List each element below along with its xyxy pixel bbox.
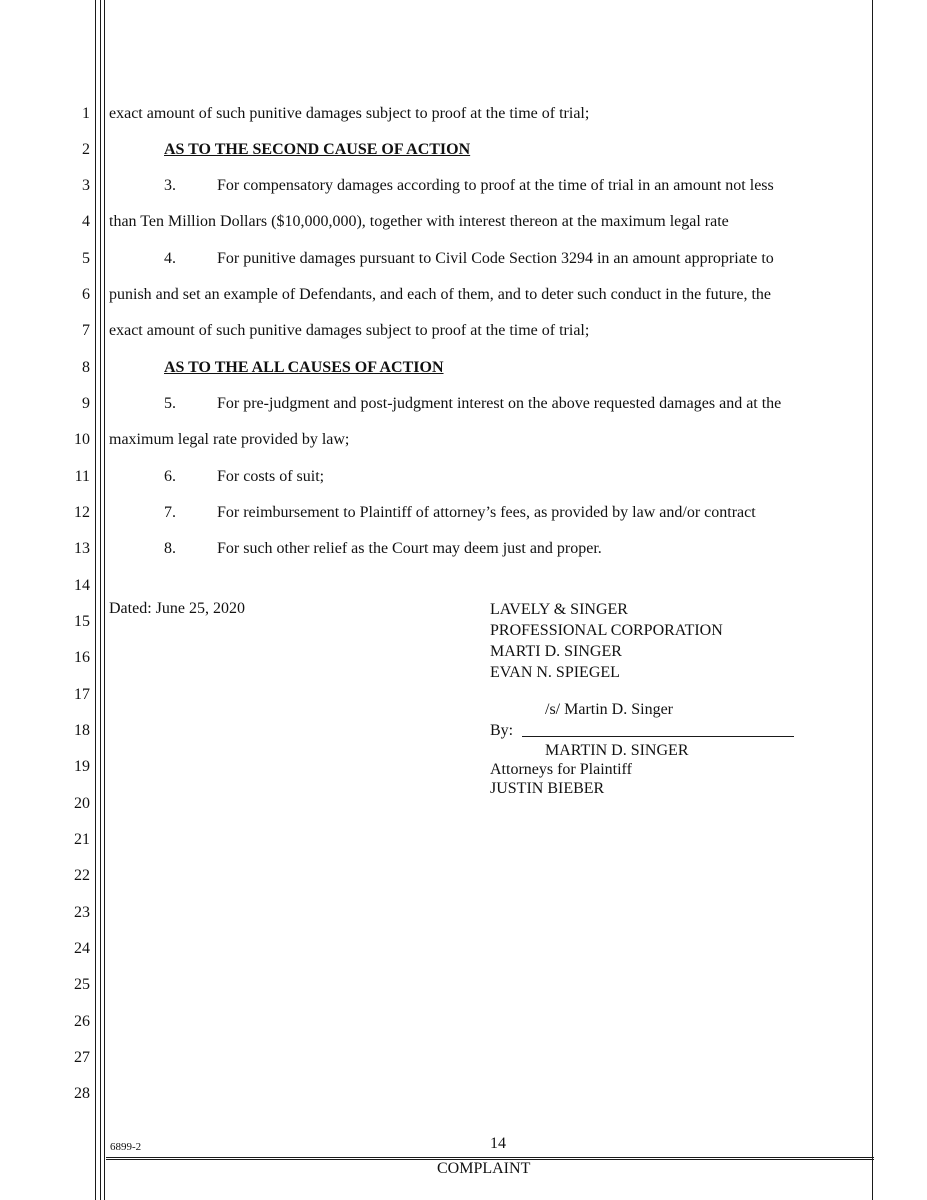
item-number: 5. [164,395,176,412]
line-number: 26 [74,1013,90,1030]
left-margin-line-middle [100,0,101,1200]
line-number: 20 [74,795,90,812]
signer-name: MARTIN D. SINGER [545,742,689,759]
line-number: 9 [82,395,90,412]
firm-name: LAVELY & SINGER [490,601,628,618]
client-name: JUSTIN BIEBER [490,780,605,797]
line-number: 23 [74,904,90,921]
line-number: 3 [82,177,90,194]
dated-line: Dated: June 25, 2020 [109,600,245,617]
left-margin-line-inner [104,0,105,1200]
section-heading: AS TO THE SECOND CAUSE OF ACTION [164,141,471,158]
line-number: 1 [82,105,90,122]
line-number: 18 [74,722,90,739]
line-number: 10 [74,431,90,448]
line-number: 14 [74,577,90,594]
line-number: 13 [74,540,90,557]
line-number: 25 [74,976,90,993]
electronic-signature: /s/ Martin D. Singer [545,701,673,718]
firm-name-line-2: PROFESSIONAL CORPORATION [490,622,723,639]
line-number: 4 [82,213,90,230]
document-id: 6899-2 [110,1141,142,1153]
body-line: punish and set an example of Defendants, and each of them, and to deter such conduct in the future, the [109,286,771,303]
body-line: For such other relief as the Court may deem just and proper. [217,540,602,557]
item-number: 3. [164,177,176,194]
line-number: 27 [74,1049,90,1066]
line-number: 7 [82,322,90,339]
body-line: than Ten Million Dollars ($10,000,000), together with interest thereon at the maximum legal rate [109,213,729,230]
body-line: exact amount of such punitive damages subject to proof at the time of trial; [109,322,590,339]
line-number: 22 [74,867,90,884]
signature-line [522,736,794,737]
section-heading: AS TO THE ALL CAUSES OF ACTION [164,359,444,376]
line-number: 24 [74,940,90,957]
line-number: 6 [82,286,90,303]
item-number: 6. [164,468,176,485]
line-number: 8 [82,359,90,376]
body-line: For compensatory damages according to proof at the time of trial in an amount not less [217,177,774,194]
attorney-name: MARTI D. SINGER [490,643,622,660]
item-number: 8. [164,540,176,557]
body-line: exact amount of such punitive damages subject to proof at the time of trial; [109,105,590,122]
line-number: 11 [74,468,90,485]
item-number: 4. [164,250,176,267]
line-number: 5 [82,250,90,267]
item-number: 7. [164,504,176,521]
attorney-role: Attorneys for Plaintiff [490,761,632,778]
line-number: 21 [74,831,90,848]
line-number: 28 [74,1085,90,1102]
line-number: 16 [74,649,90,666]
by-label: By: [490,722,514,739]
page-number: 14 [490,1135,506,1152]
attorney-name: EVAN N. SPIEGEL [490,664,620,681]
body-line: For costs of suit; [217,468,325,485]
body-line: For pre-judgment and post-judgment interest on the above requested damages and at the [217,395,782,412]
line-number: 15 [74,613,90,630]
footer-rule-top [106,1157,874,1158]
left-margin-line-outer [95,0,96,1200]
line-number: 19 [74,758,90,775]
right-margin-line [872,0,873,1200]
body-line: For reimbursement to Plaintiff of attorney’s fees, as provided by law and/or contract [217,504,756,521]
document-title: COMPLAINT [437,1160,531,1177]
body-line: maximum legal rate provided by law; [109,431,350,448]
body-line: For punitive damages pursuant to Civil Code Section 3294 in an amount appropriate to [217,250,774,267]
line-number: 2 [82,141,90,158]
line-number: 12 [74,504,90,521]
line-number: 17 [74,686,90,703]
